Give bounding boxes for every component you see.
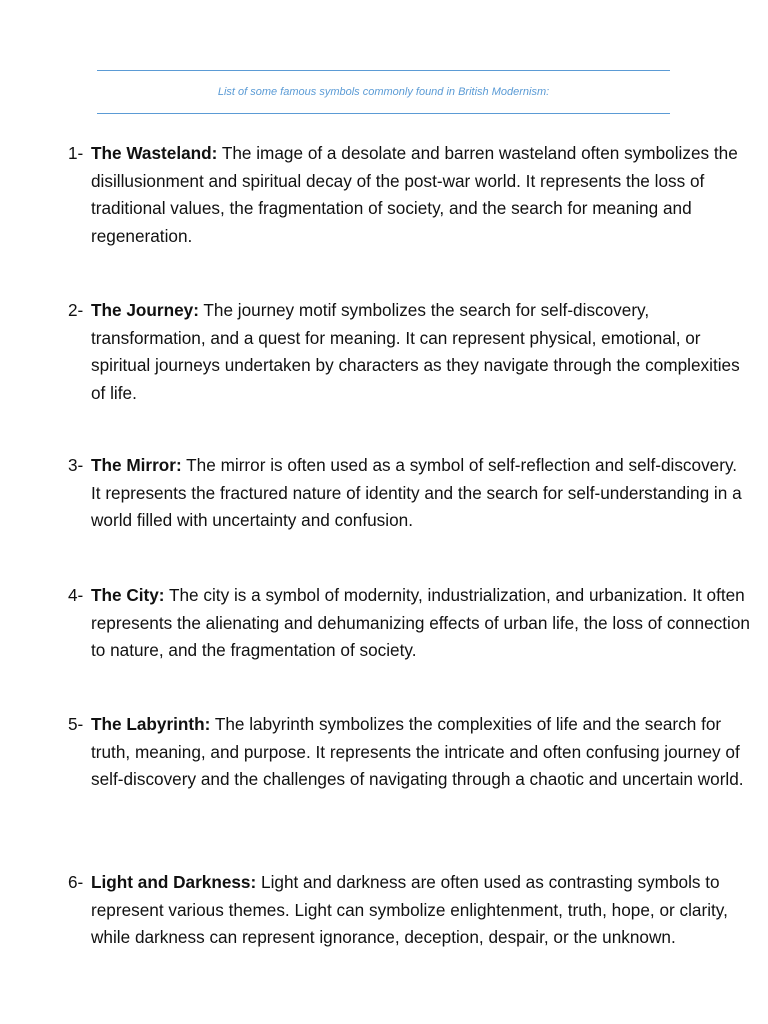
item-number: 5- [68,714,84,734]
item-text: The city is a symbol of modernity, industrialization, and urbanization. It often represents the alienating and dehumanizing effects of urban life, the loss of connection to nature, and the fragmentation of society. [91,585,750,660]
caption-box [97,70,670,114]
item-number: 4- [68,585,84,605]
list-item [68,452,751,535]
item-term: The Labyrinth: [91,714,211,734]
list-item [68,297,751,407]
item-number: 3- [68,455,84,475]
list-item [68,869,751,952]
caption: List of some famous symbols commonly found in British Modernism: [217,86,550,98]
item-text: The labyrinth symbolizes the complexities of life and the search for truth, meaning, and purpose. It represents the intricate and often confusing journey of self-discovery and the challenges of navigating through a chaotic and uncertain world. [91,714,744,789]
item-number: 6- [68,872,84,892]
list-item [68,711,751,794]
item-term: The City: [91,585,165,605]
item-term: The Mirror: [91,455,182,475]
item-term: The Wasteland: [91,143,218,163]
item-text: The mirror is often used as a symbol of self-reflection and self-discovery. It represents the fractured nature of identity and the search for self-understanding in a world filled with uncertainty and confusion. [91,455,742,530]
list-item [68,140,751,250]
list-item [68,582,751,665]
item-number: 2- [68,300,84,320]
item-text: The image of a desolate and barren wasteland often symbolizes the disillusionment and spiritual decay of the post-war world. It represents the loss of traditional values, the fragmentation of society, and the search for meaning and regeneration. [91,143,738,246]
item-text: The journey motif symbolizes the search for self-discovery, transformation, and a quest for meaning. It can represent physical, emotional, or spiritual journeys undertaken by characters as they navigate through the complexities of life. [91,300,740,403]
item-number: 1- [68,143,84,163]
item-term: Light and Darkness: [91,872,257,892]
item-term: The Journey: [91,300,199,320]
item-text: Light and darkness are often used as contrasting symbols to represent various themes. Light can symbolize enlightenment, truth, hope, or clarity, while darkness can represent ignorance, deception, despair, or the unknown. [91,872,728,947]
